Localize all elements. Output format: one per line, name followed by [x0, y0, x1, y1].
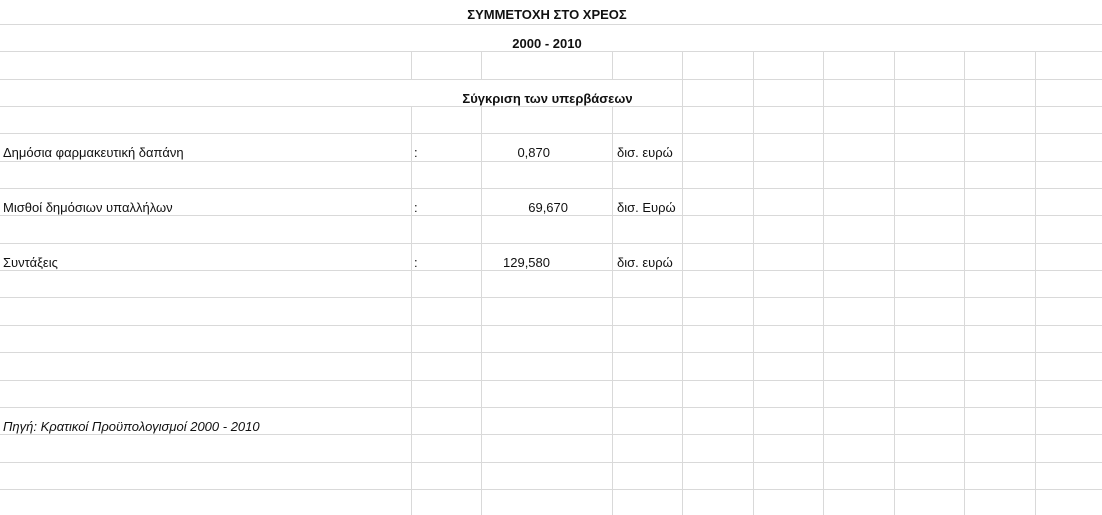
grid-line	[964, 79, 965, 106]
grid-line	[682, 106, 683, 515]
grid-line	[612, 51, 613, 79]
grid-line	[411, 106, 412, 515]
grid-line	[964, 106, 965, 515]
row-label-pharma: Δημόσια φαρμακευτική δαπάνη	[3, 145, 184, 160]
row-value-salaries: 69,670	[528, 200, 568, 215]
grid-line	[823, 106, 824, 515]
sheet-title: ΣΥΜΜΕΤΟΧΗ ΣΤΟ ΧΡΕΟΣ	[467, 7, 627, 22]
grid-line	[894, 79, 895, 106]
grid-line	[964, 51, 965, 79]
grid-line	[0, 462, 1102, 463]
grid-line	[894, 51, 895, 79]
grid-line	[1035, 79, 1036, 106]
source-note: Πηγή: Κρατικοί Προϋπολογισμοί 2000 - 2010	[3, 419, 260, 434]
grid-line	[0, 489, 1102, 490]
grid-line	[0, 352, 1102, 353]
grid-line	[0, 106, 1102, 107]
grid-line	[612, 106, 613, 515]
row-separator: :	[414, 255, 418, 270]
grid-line	[823, 79, 824, 106]
period-label: 2000 - 2010	[512, 36, 582, 51]
grid-line	[0, 380, 1102, 381]
row-separator: :	[414, 145, 418, 160]
grid-line	[1035, 51, 1036, 79]
row-unit: δισ. ευρώ	[617, 145, 673, 160]
grid-line	[0, 188, 1102, 189]
grid-line	[753, 106, 754, 515]
grid-line	[481, 106, 482, 515]
row-separator: :	[414, 200, 418, 215]
grid-line	[753, 79, 754, 106]
grid-line	[0, 133, 1102, 134]
row-label-pensions: Συντάξεις	[3, 255, 58, 270]
grid-line	[0, 325, 1102, 326]
comparison-subtitle: Σύγκριση των υπερβάσεων	[462, 91, 633, 106]
grid-line	[0, 51, 1102, 52]
row-label-salaries: Μισθοί δημόσιων υπαλλήλων	[3, 200, 173, 215]
row-value-pensions: 129,580	[503, 255, 550, 270]
grid-line	[753, 51, 754, 79]
row-value-pharma: 0,870	[517, 145, 550, 160]
row-unit: δισ. ευρώ	[617, 255, 673, 270]
grid-line	[894, 106, 895, 515]
grid-line	[0, 243, 1102, 244]
grid-line	[682, 51, 683, 79]
grid-line	[481, 51, 482, 79]
row-unit: δισ. Ευρώ	[617, 200, 676, 215]
grid-line	[0, 297, 1102, 298]
grid-line	[1035, 106, 1036, 515]
grid-line	[823, 51, 824, 79]
grid-line	[0, 407, 1102, 408]
grid-line	[411, 51, 412, 79]
